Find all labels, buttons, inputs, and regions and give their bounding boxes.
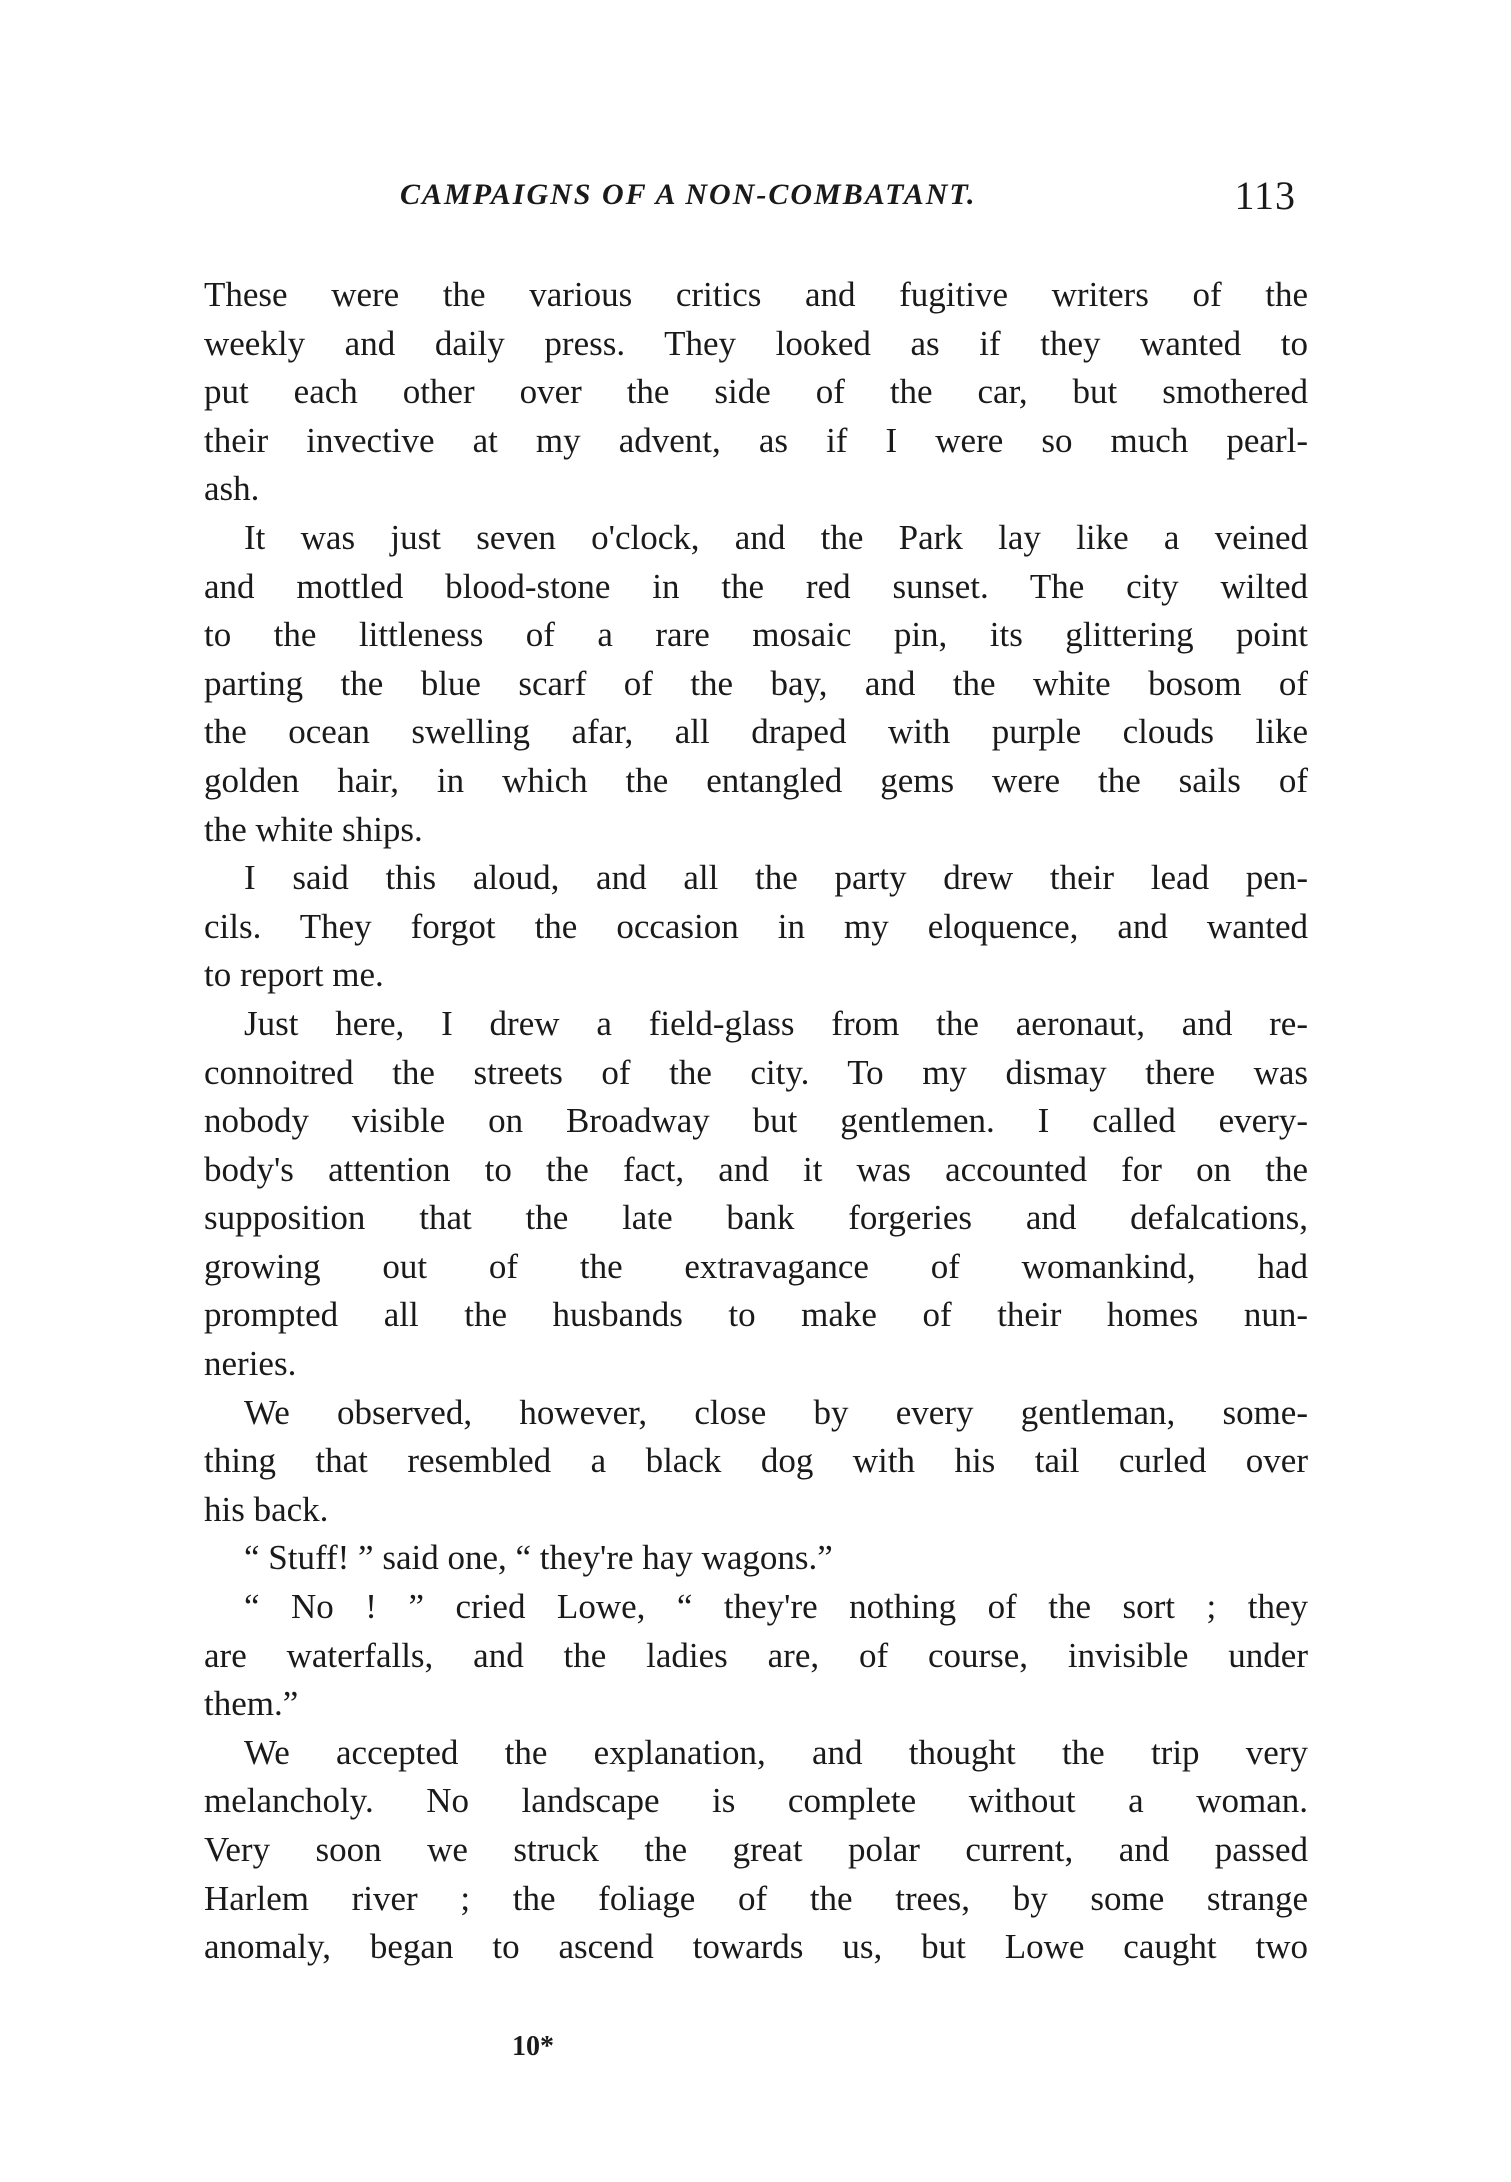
text-line: Just here, I drew a field-glass from the aeronaut, and re- [244, 1003, 1308, 1043]
text-line: “ Stuff! ” said one, “ they're hay wagons.” [244, 1538, 833, 1578]
text-line: neries. [204, 1344, 297, 1384]
body-text [204, 271, 1308, 1972]
text-line: and mottled blood-stone in the red sunset. The city wilted [204, 566, 1308, 606]
text-line: nobody visible on Broadway but gentlemen. I called every- [204, 1101, 1308, 1141]
running-head [200, 172, 1310, 222]
signature-mark: 10* [512, 2031, 554, 2062]
text-line: golden hair, in which the entangled gems were the sails of [204, 760, 1308, 800]
text-line: prompted all the husbands to make of their homes nun- [204, 1295, 1308, 1335]
text-line: are waterfalls, and the ladies are, of course, invisible under [204, 1635, 1308, 1675]
text-line: body's attention to the fact, and it was accounted for on the [204, 1149, 1308, 1189]
text-line: It was just seven o'clock, and the Park lay like a veined [244, 517, 1308, 557]
text-line: supposition that the late bank forgeries and defalcations, [204, 1198, 1308, 1238]
text-line: We observed, however, close by every gentleman, some- [244, 1392, 1308, 1432]
text-line: put each other over the side of the car, but smothered [204, 372, 1308, 412]
text-line: to the littleness of a rare mosaic pin, its glittering point [204, 615, 1308, 655]
text-line: their invective at my advent, as if I were so much pearl- [204, 420, 1308, 460]
text-line: melancholy. No landscape is complete without a woman. [204, 1781, 1308, 1821]
text-line: ash. [204, 469, 260, 509]
text-line: to report me. [204, 955, 384, 995]
text-line: the white ships. [204, 809, 423, 849]
text-line: “ No ! ” cried Lowe, “ they're nothing of the sort ; they [244, 1587, 1308, 1627]
text-line: parting the blue scarf of the bay, and the white bosom of [204, 663, 1308, 703]
text-line: Very soon we struck the great polar current, and passed [204, 1830, 1308, 1869]
text-line: Harlem river ; the foliage of the trees, by some strange [204, 1878, 1308, 1918]
text-line: thing that resembled a black dog with his tail curled over [204, 1441, 1308, 1481]
text-line: growing out of the extravagance of womankind, had [204, 1246, 1308, 1286]
text-line: We accepted the explanation, and thought the trip very [244, 1732, 1308, 1772]
text-line: These were the various critics and fugitive writers of the [204, 275, 1308, 314]
text-line: connoitred the streets of the city. To my dismay there was [204, 1052, 1308, 1092]
text-line: anomaly, began to ascend towards us, but Lowe caught two [204, 1927, 1308, 1967]
running-title: CAMPAIGNS OF A NON-COMBATANT. [400, 178, 977, 211]
text-line: weekly and daily press. They looked as if they wanted to [204, 323, 1308, 363]
text-line: his back. [204, 1489, 329, 1529]
text-line: the ocean swelling afar, all draped with purple clouds like [204, 712, 1308, 752]
page-number: 113 [1234, 173, 1296, 218]
text-line: I said this aloud, and all the party drew their lead pen- [244, 858, 1308, 898]
text-line: cils. They forgot the occasion in my eloquence, and wanted [204, 906, 1308, 946]
text-line: them.” [204, 1684, 299, 1724]
